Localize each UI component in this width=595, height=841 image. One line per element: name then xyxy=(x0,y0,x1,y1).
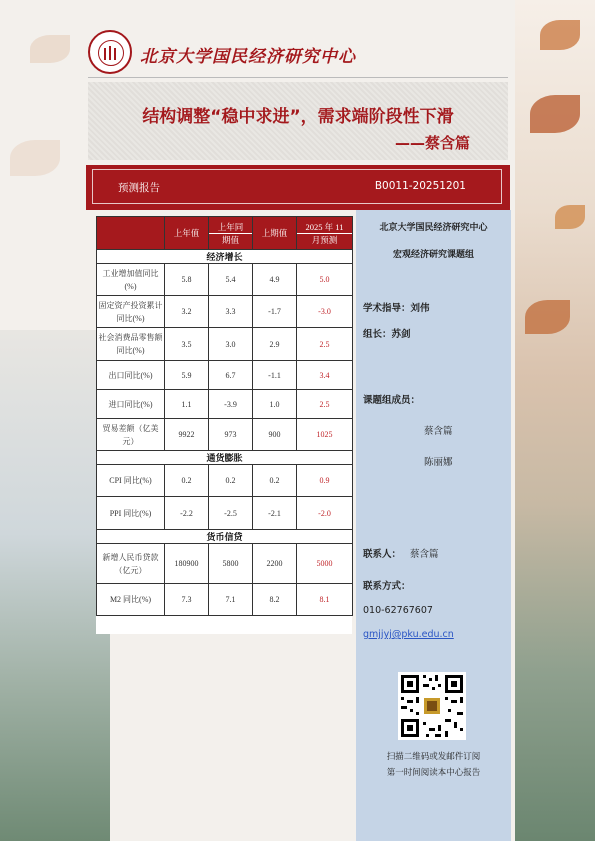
cell-previous: 2200 xyxy=(253,544,297,584)
cell-same-period: 3.0 xyxy=(209,328,253,361)
cell-forecast: 2.5 xyxy=(297,328,353,361)
decorative-leaf xyxy=(10,140,60,176)
forecast-table-container xyxy=(96,216,352,634)
cell-previous: -1.1 xyxy=(253,361,297,390)
table-row xyxy=(97,264,353,296)
decorative-leaf xyxy=(530,95,580,133)
cell-previous: -1.7 xyxy=(253,296,297,328)
row-label: 新增人民币贷款（亿元） xyxy=(97,544,165,584)
row-label: 工业增加值同比(%) xyxy=(97,264,165,296)
background-lake-photo-left xyxy=(0,330,110,841)
cell-last-year: 7.3 xyxy=(165,584,209,616)
header-line: 期值 xyxy=(209,233,252,246)
row-label: PPI 同比(%) xyxy=(97,497,165,530)
cell-forecast: 1025 xyxy=(297,419,353,451)
decorative-leaf xyxy=(30,35,70,63)
cell-same-period: -2.5 xyxy=(209,497,253,530)
section-header: 通货膨胀 xyxy=(97,451,353,465)
cell-previous: 8.2 xyxy=(253,584,297,616)
table-row xyxy=(97,544,353,584)
row-label: 社会消费品零售额同比(%) xyxy=(97,328,165,361)
report-code: B0011-20251201 xyxy=(374,180,466,192)
header-line: 上年同 xyxy=(217,221,244,232)
contact-method-label: 联系方式： xyxy=(363,581,411,592)
table-header-same-period xyxy=(209,217,253,250)
report-title: 结构调整“稳中求进”，需求端阶段性下滑 xyxy=(142,107,454,127)
cell-forecast: 0.9 xyxy=(297,465,353,497)
forecast-table xyxy=(96,216,353,616)
cell-last-year: 180900 xyxy=(165,544,209,584)
row-label: 贸易差额（亿美元） xyxy=(97,419,165,451)
cell-same-period: 973 xyxy=(209,419,253,451)
cell-same-period: 5800 xyxy=(209,544,253,584)
cell-last-year: 9922 xyxy=(165,419,209,451)
contact-email-link[interactable]: gmjjyj@pku.edu.cn xyxy=(363,629,454,640)
title-band xyxy=(88,82,508,160)
advisor-line: 学术指导：刘伟 xyxy=(363,303,430,314)
report-info-frame xyxy=(92,169,502,204)
table-row xyxy=(97,328,353,361)
cell-same-period: 7.1 xyxy=(209,584,253,616)
cell-same-period: -3.9 xyxy=(209,390,253,419)
cell-previous: 0.2 xyxy=(253,465,297,497)
cell-previous: 2.9 xyxy=(253,328,297,361)
row-label: 固定资产投资累计同比(%) xyxy=(97,296,165,328)
cell-previous: 4.9 xyxy=(253,264,297,296)
qr-caption-line-1: 扫描二维码或发邮件订阅 xyxy=(386,752,481,762)
section-header: 经济增长 xyxy=(97,250,353,264)
qr-caption-line-2: 第一时间阅读本中心报告 xyxy=(386,768,481,778)
cell-previous: -2.1 xyxy=(253,497,297,530)
header-divider xyxy=(88,77,508,78)
report-info-band xyxy=(86,165,510,210)
table-row xyxy=(97,419,353,451)
table-header-previous: 上期值 xyxy=(253,217,297,250)
sidebar-org: 北京大学国民经济研究中心 xyxy=(379,223,488,233)
cell-last-year: 3.5 xyxy=(165,328,209,361)
subscription-qr-code[interactable] xyxy=(398,672,466,740)
institution-header xyxy=(88,30,508,78)
cell-forecast: 5000 xyxy=(297,544,353,584)
sidebar-group: 宏观经济研究课题组 xyxy=(392,250,474,260)
leader-line: 组长：苏剑 xyxy=(363,329,411,340)
cell-same-period: 3.3 xyxy=(209,296,253,328)
table-row xyxy=(97,296,353,328)
cell-forecast: -3.0 xyxy=(297,296,353,328)
table-header-blank xyxy=(97,217,165,250)
table-header-forecast xyxy=(297,217,353,250)
qr-code-graphic xyxy=(398,672,466,740)
contact-label: 联系人： xyxy=(363,549,402,560)
cell-last-year: 3.2 xyxy=(165,296,209,328)
report-type: 预测报告 xyxy=(118,182,160,194)
cell-forecast: -2.0 xyxy=(297,497,353,530)
decorative-leaf xyxy=(540,20,580,50)
row-label: CPI 同比(%) xyxy=(97,465,165,497)
row-label: 出口同比(%) xyxy=(97,361,165,390)
contact-phone: 010-62767607 xyxy=(363,605,433,616)
cell-last-year: 0.2 xyxy=(165,465,209,497)
decorative-leaf xyxy=(525,300,570,334)
contact-name: 蔡含篇 xyxy=(410,549,439,560)
cell-same-period: 6.7 xyxy=(209,361,253,390)
cell-previous: 1.0 xyxy=(253,390,297,419)
contact-sidebar xyxy=(356,210,511,841)
cell-same-period: 0.2 xyxy=(209,465,253,497)
table-row xyxy=(97,465,353,497)
section-header: 货币信贷 xyxy=(97,530,353,544)
table-header-last-year: 上年值 xyxy=(165,217,209,250)
cell-previous: 900 xyxy=(253,419,297,451)
table-row xyxy=(97,584,353,616)
header-line: 2025 年 11 xyxy=(305,221,344,232)
table-row xyxy=(97,497,353,530)
decorative-leaf xyxy=(555,205,585,229)
header-line: 月预测 xyxy=(297,233,352,246)
cell-forecast: 5.0 xyxy=(297,264,353,296)
table-row xyxy=(97,390,353,419)
cell-last-year: 5.8 xyxy=(165,264,209,296)
cell-last-year: 1.1 xyxy=(165,390,209,419)
table-row xyxy=(97,361,353,390)
cell-last-year: -2.2 xyxy=(165,497,209,530)
report-author: ——蔡含篇 xyxy=(394,134,470,152)
members-label: 课题组成员： xyxy=(363,395,421,406)
pku-seal-logo xyxy=(88,30,132,74)
cell-forecast: 2.5 xyxy=(297,390,353,419)
row-label: M2 同比(%) xyxy=(97,584,165,616)
member-name: 蔡含篇 xyxy=(424,426,453,437)
member-name: 陈丽娜 xyxy=(424,457,453,468)
cell-last-year: 5.9 xyxy=(165,361,209,390)
cell-forecast: 3.4 xyxy=(297,361,353,390)
cell-forecast: 8.1 xyxy=(297,584,353,616)
row-label: 进口同比(%) xyxy=(97,390,165,419)
institution-name: 北京大学国民经济研究中心 xyxy=(140,47,356,67)
cell-same-period: 5.4 xyxy=(209,264,253,296)
